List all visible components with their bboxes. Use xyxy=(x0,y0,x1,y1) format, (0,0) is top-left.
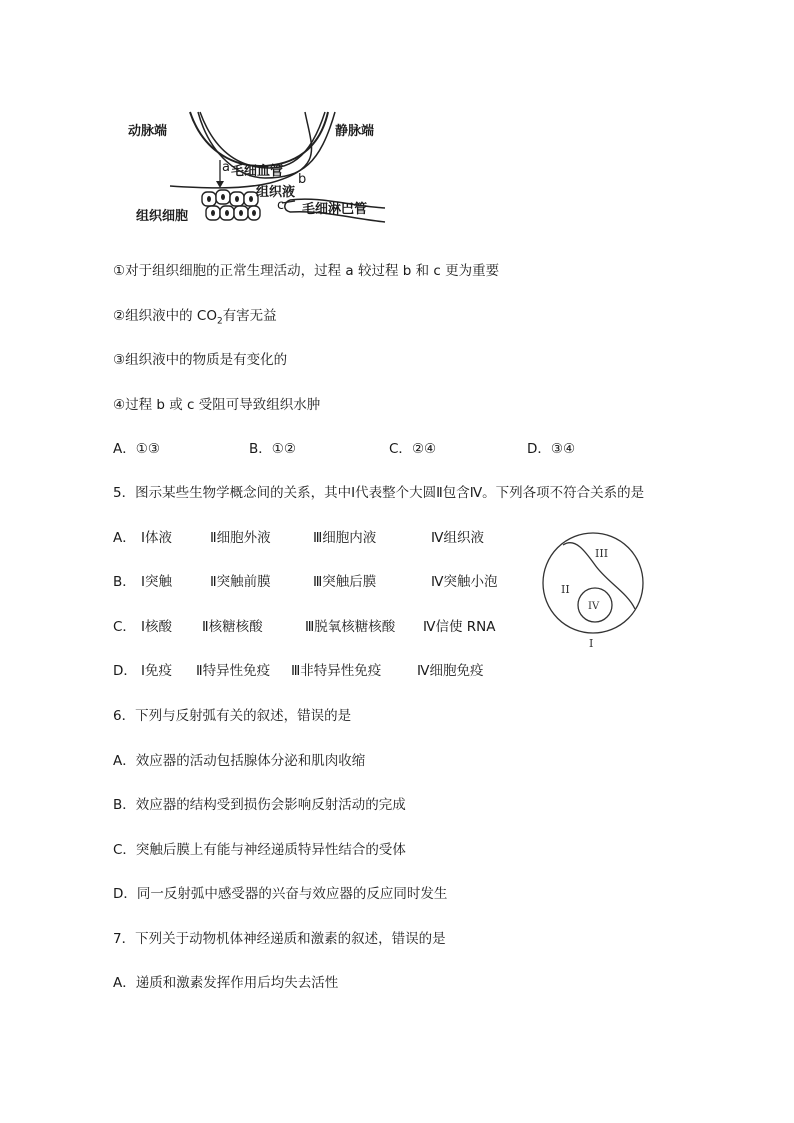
q4-option-c xyxy=(389,439,436,459)
term-iii: Ⅲ突触后膜 xyxy=(313,574,377,590)
arterial-end-label: 动脉端 xyxy=(128,124,168,139)
label-a: a xyxy=(222,160,230,175)
statement-2 xyxy=(113,306,277,332)
q6-option-c: C．突触后膜上有能与神经递质特异性结合的受体 xyxy=(113,842,406,858)
option-text: ①② xyxy=(271,441,296,457)
option-label: A． xyxy=(113,441,136,457)
label-c: c xyxy=(277,198,285,213)
statement-2-sub: 2 xyxy=(216,316,223,327)
term-ii: Ⅱ细胞外液 xyxy=(210,530,271,546)
q6-option-a: A．效应器的活动包括腺体分泌和肌肉收缩 xyxy=(113,753,366,769)
term-iv: Ⅳ细胞免疫 xyxy=(417,663,484,679)
option-label: D． xyxy=(527,441,551,457)
lymph-capillary-label: 毛细淋巴管 xyxy=(302,202,368,217)
tissue-cells-label: 组织细胞 xyxy=(136,209,189,224)
option-label: C． xyxy=(113,619,136,635)
option-label: C． xyxy=(389,441,412,457)
statement-4: ④过程 b 或 c 受阻可导致组织水肿 xyxy=(113,397,321,413)
term-iv: Ⅳ信使 RNA xyxy=(423,619,496,635)
term-ii: Ⅱ突触前膜 xyxy=(210,574,271,590)
q4-option-b xyxy=(249,439,296,459)
q5-option-d xyxy=(113,661,484,681)
q5-option-b xyxy=(113,572,498,592)
term-iv: Ⅳ组织液 xyxy=(431,530,484,546)
term-ii: Ⅱ特异性免疫 xyxy=(196,663,271,679)
term-i: Ⅰ核酸 xyxy=(141,619,172,635)
circle-i xyxy=(543,533,643,633)
statement-2-pre: ②组织液中的 CO xyxy=(113,308,217,324)
term-i: Ⅰ免疫 xyxy=(141,663,172,679)
concept-circle-svg xyxy=(535,527,655,652)
label-iv: IV xyxy=(588,601,600,612)
option-label: A． xyxy=(113,530,136,546)
term-iii: Ⅲ细胞内液 xyxy=(313,530,377,546)
option-text: ①③ xyxy=(135,441,160,457)
option-label: B． xyxy=(249,441,272,457)
tissue-fluid-label: 组织液 xyxy=(256,185,296,200)
q5-option-c xyxy=(113,617,496,637)
option-text: ③④ xyxy=(550,441,576,457)
option-label: D． xyxy=(113,663,137,679)
term-iv: Ⅳ突触小泡 xyxy=(431,574,498,590)
option-label: B． xyxy=(113,574,136,590)
q4-option-a xyxy=(113,439,160,459)
concept-circle-diagram xyxy=(535,527,655,652)
q5-stem: 5．图示某些生物学概念间的关系，其中Ⅰ代表整个大圆Ⅱ包含Ⅳ。下列各项不符合关系的是 xyxy=(113,485,645,501)
label-iii: III xyxy=(595,547,609,560)
q4-option-d xyxy=(527,439,575,459)
venous-end-label: 静脉端 xyxy=(335,124,375,139)
q5-option-a xyxy=(113,528,484,548)
capillary-label: 毛细血管 xyxy=(231,164,284,179)
term-iii: Ⅲ脱氧核糖核酸 xyxy=(305,619,396,635)
q7-stem: 7．下列关于动物机体神经递质和激素的叙述，错误的是 xyxy=(113,931,446,947)
term-iii: Ⅲ非特异性免疫 xyxy=(291,663,382,679)
label-i: I xyxy=(589,637,594,650)
statement-1: ①对于组织细胞的正常生理活动，过程 a 较过程 b 和 c 更为重要 xyxy=(113,263,500,279)
term-i: Ⅰ体液 xyxy=(141,530,172,546)
term-i: Ⅰ突触 xyxy=(141,574,172,590)
term-ii: Ⅱ核糖核酸 xyxy=(202,619,263,635)
option-text: ②④ xyxy=(411,441,437,457)
statement-3: ③组织液中的物质是有变化的 xyxy=(113,352,288,368)
q7-option-a: A．递质和激素发挥作用后均失去活性 xyxy=(113,975,339,991)
label-ii: II xyxy=(561,583,570,596)
tissue-cells xyxy=(202,190,260,220)
q6-option-d: D．同一反射弧中感受器的兴奋与效应器的反应同时发生 xyxy=(113,886,448,902)
statement-2-post: 有害无益 xyxy=(222,308,277,324)
q6-option-b: B．效应器的结构受到损伤会影响反射活动的完成 xyxy=(113,797,406,813)
label-b: b xyxy=(298,172,307,187)
q6-stem: 6．下列与反射弧有关的叙述，错误的是 xyxy=(113,708,352,724)
